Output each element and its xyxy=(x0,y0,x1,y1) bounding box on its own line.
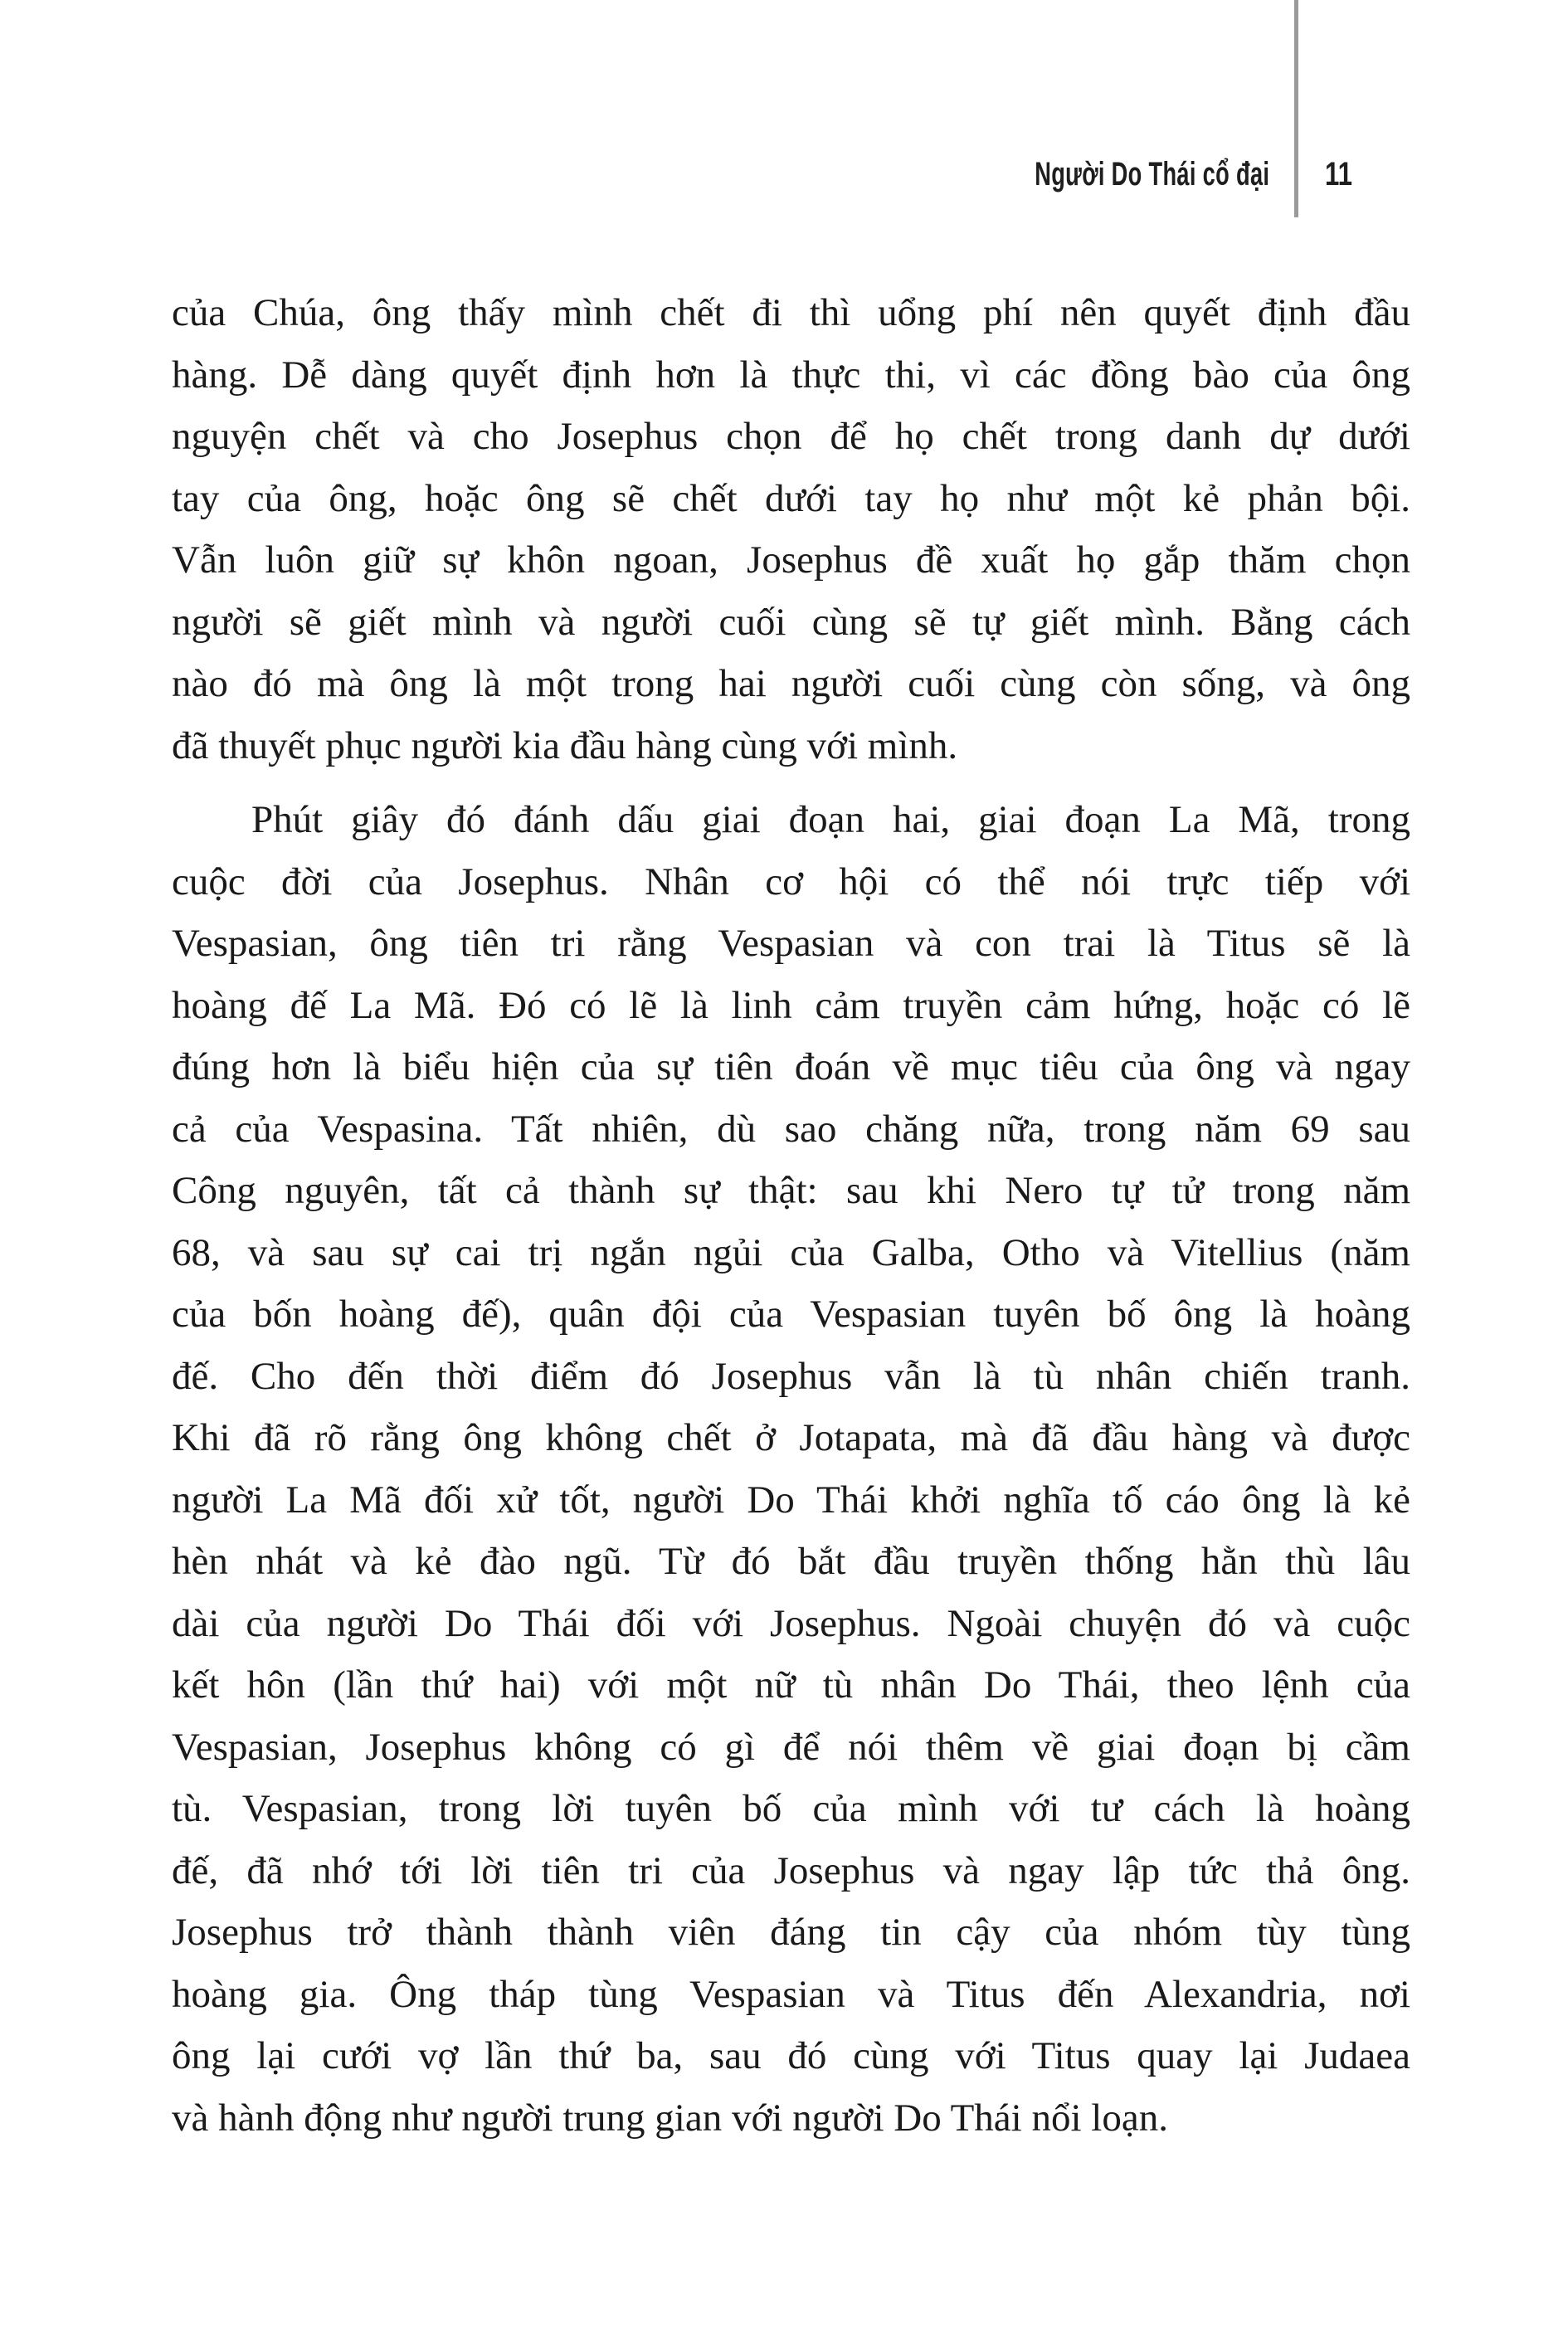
text-line: cuộc đời của Josephus. Nhân cơ hội có thể nói trực tiếp với xyxy=(172,859,1410,903)
text-line: đế, đã nhớ tới lời tiên tri của Josephus và ngay lập tức thả ông. xyxy=(172,1848,1410,1892)
text-line: của Chúa, ông thấy mình chết đi thì uổng phí nên quyết định đầu xyxy=(172,291,1410,334)
text-line: hèn nhát và kẻ đào ngũ. Từ đó bắt đầu truyền thống hằn thù lâu xyxy=(172,1540,1410,1583)
text-line: người La Mã đối xử tốt, người Do Thái khởi nghĩa tố cáo ông là kẻ xyxy=(172,1478,1410,1522)
text-line: của bốn hoàng đế), quân đội của Vespasian tuyên bố ông là hoàng xyxy=(172,1293,1410,1336)
text-line: Vẫn luôn giữ sự khôn ngoan, Josephus đề xuất họ gắp thăm chọn xyxy=(172,538,1410,582)
text-line: và hành động như người trung gian với người Do Thái nổi loạn. xyxy=(172,2096,1168,2140)
text-line: đế. Cho đến thời điểm đó Josephus vẫn là tù nhân chiến tranh. xyxy=(172,1354,1410,1398)
text-line: Phút giây đó đánh dấu giai đoạn hai, giai đoạn La Mã, trong xyxy=(251,798,1410,841)
body-text xyxy=(172,282,1410,2149)
text-line: dài của người Do Thái đối với Josephus. Ngoài chuyện đó và cuộc xyxy=(172,1601,1410,1645)
text-line: tù. Vespasian, trong lời tuyên bố của mình với tư cách là hoàng xyxy=(172,1787,1410,1830)
header-divider-rule xyxy=(1294,0,1298,217)
text-line: hàng. Dễ dàng quyết định hơn là thực thi, vì các đồng bào của ông xyxy=(172,353,1410,397)
page-number: 11 xyxy=(1325,156,1352,192)
text-line: cả của Vespasina. Tất nhiên, dù sao chăng nữa, trong năm 69 sau xyxy=(172,1107,1410,1151)
text-line: 68, và sau sự cai trị ngắn ngủi của Galba, Otho và Vitellius (năm xyxy=(172,1230,1410,1274)
text-line: hoàng đế La Mã. Đó có lẽ là linh cảm truyền cảm hứng, hoặc có lẽ xyxy=(172,983,1410,1027)
text-line: đã thuyết phục người kia đầu hàng cùng với mình. xyxy=(172,723,958,767)
text-line: kết hôn (lần thứ hai) với một nữ tù nhân Do Thái, theo lệnh của xyxy=(172,1663,1410,1707)
text-line: nào đó mà ông là một trong hai người cuối cùng còn sống, và ông xyxy=(172,662,1410,705)
running-head-title: Người Do Thái cổ đại xyxy=(1034,156,1269,192)
text-line: Công nguyên, tất cả thành sự thật: sau khi Nero tự tử trong năm xyxy=(172,1169,1410,1212)
text-line: Vespasian, Josephus không có gì để nói thêm về giai đoạn bị cầm xyxy=(172,1725,1410,1769)
text-line: Josephus trở thành thành viên đáng tin cậy của nhóm tùy tùng xyxy=(172,1911,1410,1954)
text-line: Vespasian, ông tiên tri rằng Vespasian và con trai là Titus sẽ là xyxy=(172,922,1410,965)
text-line: hoàng gia. Ông tháp tùng Vespasian và Titus đến Alexandria, nơi xyxy=(172,1972,1410,2016)
paragraph-1 xyxy=(172,282,1410,777)
text-line: tay của ông, hoặc ông sẽ chết dưới tay họ như một kẻ phản bội. xyxy=(172,476,1410,520)
text-line: ông lại cưới vợ lần thứ ba, sau đó cùng với Titus quay lại Judaea xyxy=(172,2034,1410,2077)
text-line: người sẽ giết mình và người cuối cùng sẽ tự giết mình. Bằng cách xyxy=(172,600,1410,644)
paragraph-2 xyxy=(172,789,1410,2149)
text-line: đúng hơn là biểu hiện của sự tiên đoán về mục tiêu của ông và ngay xyxy=(172,1045,1410,1088)
text-line: nguyện chết và cho Josephus chọn để họ chết trong danh dự dưới xyxy=(172,415,1410,458)
text-line: Khi đã rõ rằng ông không chết ở Jotapata, mà đã đầu hàng và được xyxy=(172,1416,1410,1459)
